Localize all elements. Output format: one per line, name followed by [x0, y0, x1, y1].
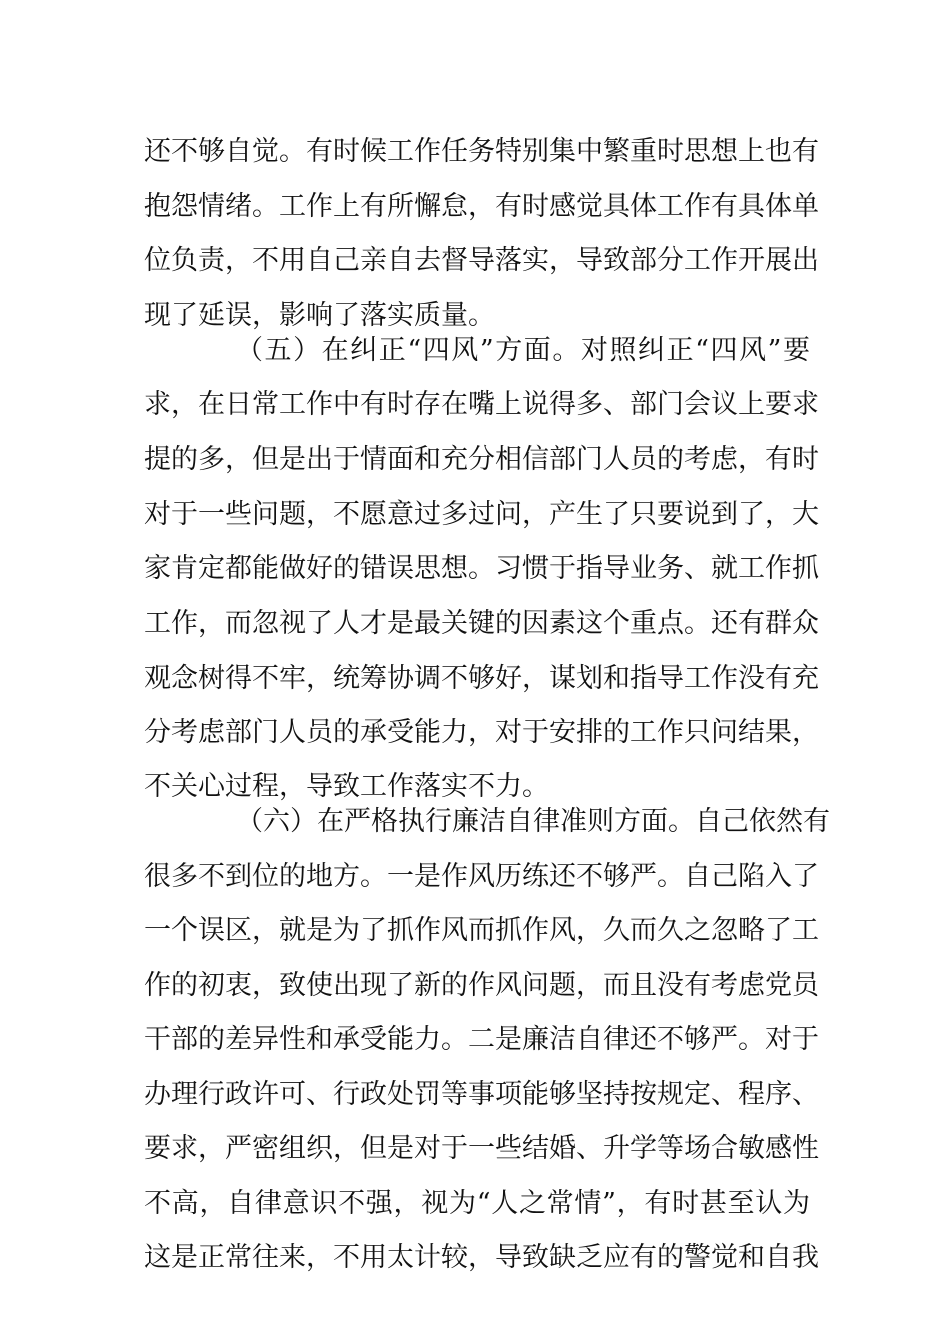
- text-line: 办理行政许可、行政处罚等事项能够坚持按规定、程序、: [144, 1079, 819, 1110]
- text-line: 作的初衷，致使出现了新的作风问题，而且没有考虑党员: [144, 970, 819, 1001]
- text-line: 一个误区，就是为了抓作风而抓作风，久而久之忽略了工: [144, 915, 819, 946]
- text-line: 现了延误，影响了落实质量。: [144, 300, 495, 331]
- text-line: 这是正常往来，不用太计较，导致缺乏应有的警觉和自我: [144, 1242, 819, 1273]
- text-line: 干部的差异性和承受能力。二是廉洁自律还不够严。对于: [144, 1024, 819, 1055]
- paragraph-heading-6: （六）在严格执行廉洁自律准则方面。自己依然有: [236, 806, 830, 837]
- text-line: 不高，自律意识不强，视为“人之常情”，有时甚至认为: [144, 1188, 810, 1219]
- text-line: 提的多，但是出于情面和充分相信部门人员的考虑，有时: [144, 444, 819, 475]
- text-line: 位负责，不用自己亲自去督导落实，导致部分工作开展出: [144, 245, 819, 276]
- text-line: 还不够自觉。有时候工作任务特别集中繁重时思想上也有: [144, 136, 819, 167]
- text-line: 要求，严密组织，但是对于一些结婚、升学等场合敏感性: [144, 1133, 819, 1164]
- text-line: 家肯定都能做好的错误思想。习惯于指导业务、就工作抓: [144, 553, 819, 584]
- text-line: 求，在日常工作中有时存在嘴上说得多、部门会议上要求: [144, 389, 819, 420]
- text-line: 抱怨情绪。工作上有所懈怠，有时感觉具体工作有具体单: [144, 191, 819, 222]
- text-line: 工作，而忽视了人才是最关键的因素这个重点。还有群众: [144, 608, 819, 639]
- text-line: 很多不到位的地方。一是作风历练还不够严。自己陷入了: [144, 861, 819, 892]
- text-line: 分考虑部门人员的承受能力，对于安排的工作只问结果，: [144, 717, 819, 748]
- paragraph-heading-5: （五）在纠正“四风”方面。对照纠正“四风”要: [236, 335, 810, 366]
- text-line: 对于一些问题，不愿意过多过问，产生了只要说到了，大: [144, 499, 819, 530]
- text-line: 不关心过程，导致工作落实不力。: [144, 771, 549, 802]
- text-line: 观念树得不牢，统筹协调不够好，谋划和指导工作没有充: [144, 663, 819, 694]
